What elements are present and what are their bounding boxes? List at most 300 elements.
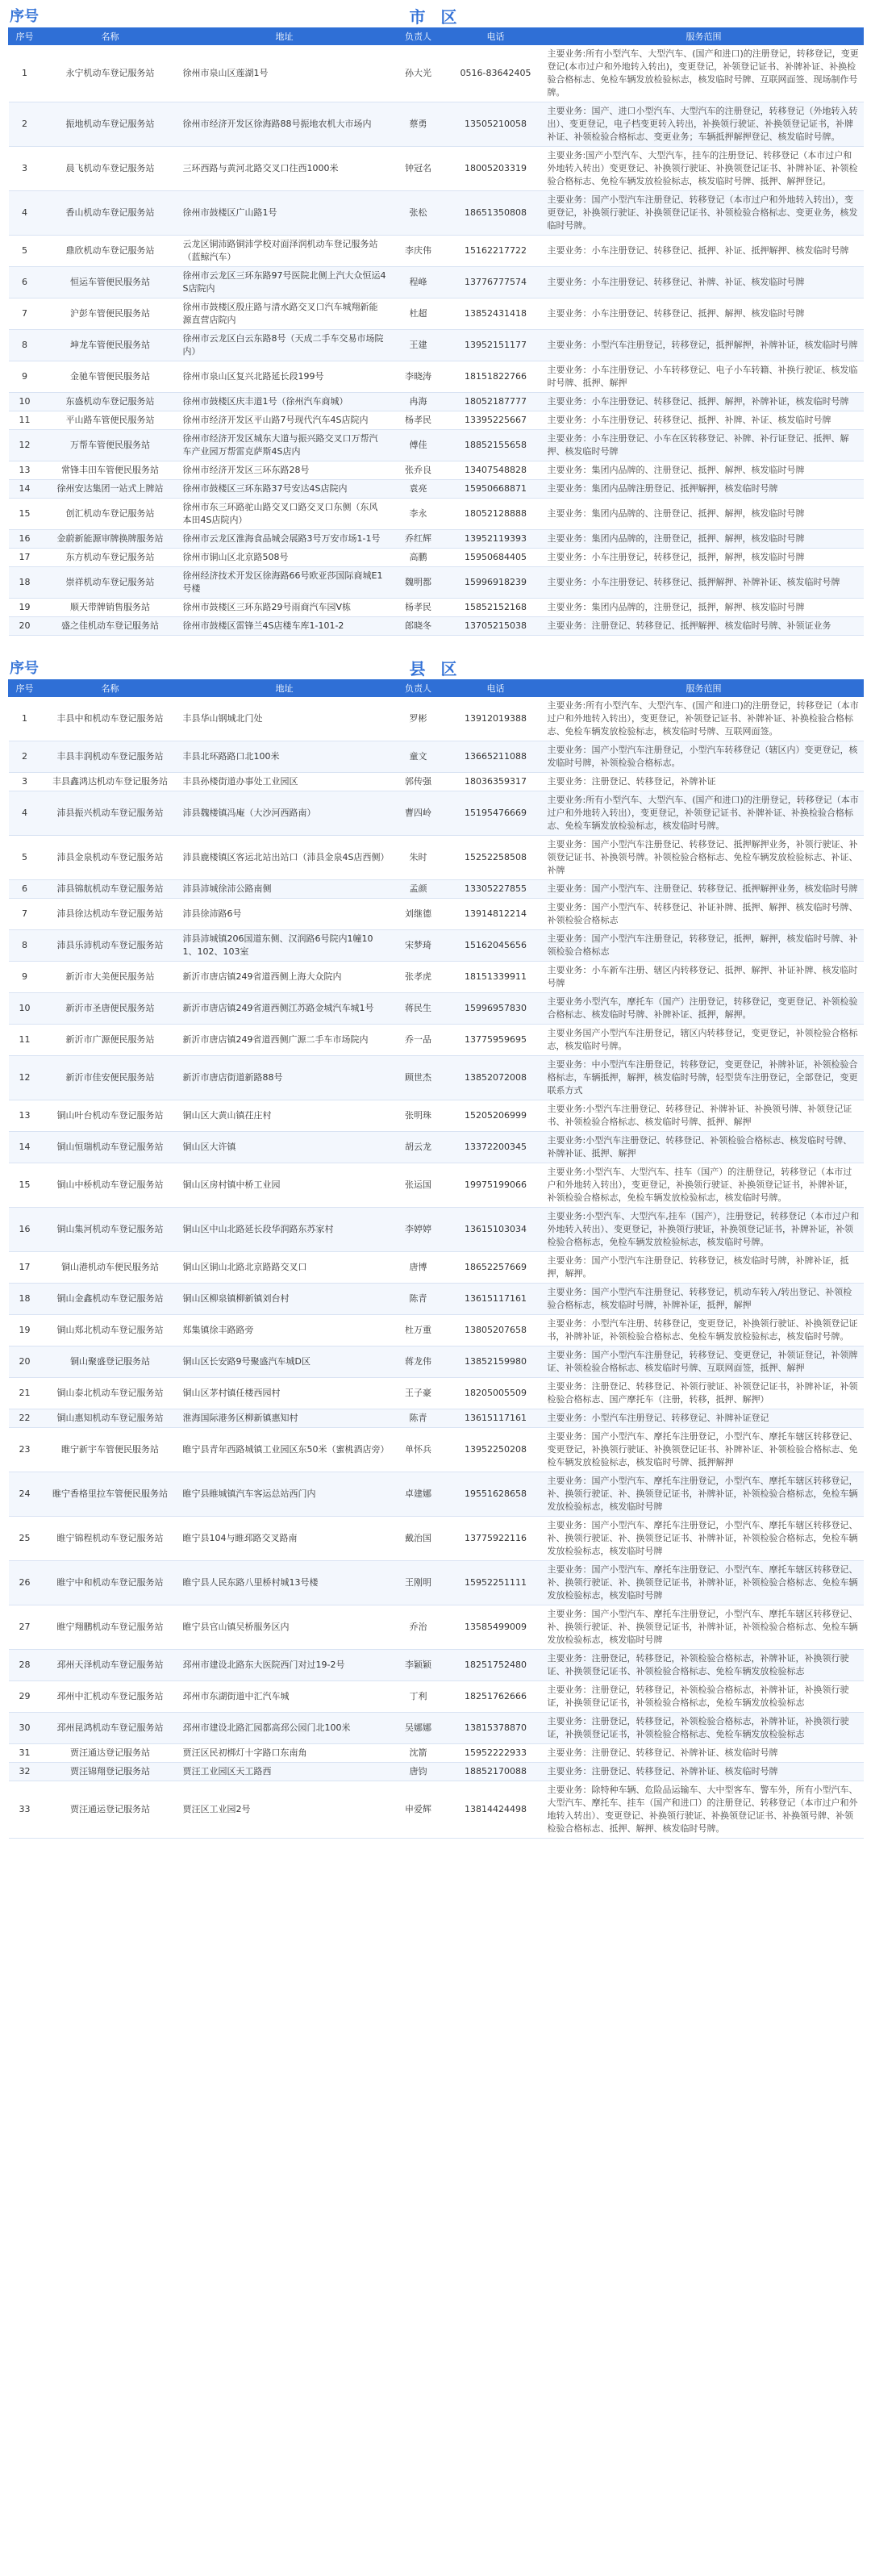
cell-person: 魏明都: [390, 567, 448, 599]
cell-person: 袁亮: [390, 480, 448, 499]
cell-phone: 13705215038: [448, 617, 544, 636]
cell-name: 沪彭车管便民服务站: [41, 299, 180, 330]
cell-seq: 5: [9, 836, 41, 880]
cell-address: 徐州市鼓楼区庆丰道1号（徐州汽车商城）: [180, 393, 390, 411]
cell-address: 丰县华山钢城北门处: [180, 697, 390, 741]
header-address: 地址: [180, 680, 390, 697]
cell-address: 丰县北环路路口北100米: [180, 741, 390, 773]
cell-phone: 13305227855: [448, 880, 544, 899]
cell-address: 徐州市鼓楼区广山路1号: [180, 191, 390, 236]
cell-phone: 15996918239: [448, 567, 544, 599]
cell-seq: 4: [9, 191, 41, 236]
cell-scope: 主要业务：小型汽车注册、转移登记，变更登记，补换领行驶证、补换领登记证书，补牌补证，补领检验合格标志、免检车辆发放检验标志，核发临时号牌。: [544, 1315, 864, 1346]
county-section: [8, 658, 863, 1839]
cell-name: 沛县金泉机动车登记服务站: [41, 836, 180, 880]
cell-person: 郎晓冬: [390, 617, 448, 636]
cell-person: 傅佳: [390, 430, 448, 461]
cell-phone: 13776777574: [448, 267, 544, 299]
cell-seq: 27: [9, 1605, 41, 1650]
cell-scope: 主要业务:所有小型汽车、大型汽车、(国产和进口)的注册登记，转移登记，变更登记(本市过户和外地转入转出)，变更登记，补领登记证书、补牌补证、补换检验合格标志、免检车辆发放检验标志，核发临时号牌、互联网面签、现场制作号牌。: [544, 45, 864, 102]
cell-person: 张明珠: [390, 1100, 448, 1132]
cell-person: 李永: [390, 499, 448, 530]
cell-name: 邳州中汇机动车登记服务站: [41, 1681, 180, 1713]
cell-address: 睢宁县人民东路八里桥村城13号楼: [180, 1561, 390, 1605]
cell-address: 云龙区铜沛路铜沛学校对面泽润机动车登记服务站（蓝鲸汽车）: [180, 236, 390, 267]
cell-name: 睢宁翔鹏机动车登记服务站: [41, 1605, 180, 1650]
cell-phone: 15195476669: [448, 791, 544, 836]
cell-scope: 主要业务：小车注册登记、转移登记、补牌、补证、核发临时号牌: [544, 267, 864, 299]
cell-name: 铜山叶台机动车登记服务站: [41, 1100, 180, 1132]
table-row: [9, 1605, 864, 1650]
cell-address: 徐州市经济开发区平山路7号现代汽车4S店院内: [180, 411, 390, 430]
cell-seq: 15: [9, 1163, 41, 1208]
cell-phone: 15162217722: [448, 236, 544, 267]
header-seq: 序号: [9, 680, 41, 697]
cell-seq: 12: [9, 1056, 41, 1100]
table-row: [9, 791, 864, 836]
cell-scope: 主要业务：国产小型汽车注册登记，转移登记，抵押，解押，核发临时号牌、补领检验合格标志: [544, 930, 864, 962]
cell-address: 郑集镇徐丰路路旁: [180, 1315, 390, 1346]
cell-person: 胡云龙: [390, 1132, 448, 1163]
cell-address: 邳州市建设北路汇园都高邳公园门北100米: [180, 1713, 390, 1744]
cell-person: 蒋龙伟: [390, 1346, 448, 1378]
city-section-title-bar: [8, 6, 863, 27]
table-row: [9, 191, 864, 236]
cell-phone: 13852431418: [448, 299, 544, 330]
county-section-title: 县 区: [409, 659, 462, 678]
cell-seq: 1: [9, 697, 41, 741]
city-section: [8, 6, 863, 636]
cell-seq: 28: [9, 1650, 41, 1681]
cell-scope: 主要业务：集团内品牌的、注册登记、抵押、解押、核发临时号牌: [544, 461, 864, 480]
table-row: [9, 1650, 864, 1681]
cell-seq: 13: [9, 461, 41, 480]
table-row: [9, 617, 864, 636]
cell-name: 新沂市圣唐便民服务站: [41, 993, 180, 1025]
cell-address: 沛县沛城徐沛公路南侧: [180, 880, 390, 899]
cell-scope: 主要业务：国产小型汽车、摩托车注册登记，小型汽车、摩托车辖区转移登记、变更登记，补换领行驶证、补换领登记证书、补牌补证、补领检验合格标志、免检车辆发放检验标志，核发临时号牌、抵押解押: [544, 1428, 864, 1472]
cell-seq: 7: [9, 899, 41, 930]
cell-seq: 7: [9, 299, 41, 330]
cell-scope: 主要业务：注册登记，转移登记，补领检验合格标志，补牌补证，补换领行驶证，补换领登记证书，补领检验合格标志，免检车辆发放检验标志: [544, 1681, 864, 1713]
cell-phone: 13814424498: [448, 1781, 544, 1839]
cell-address: 徐州市铜山区北京路508号: [180, 549, 390, 567]
cell-name: 沛县乐沛机动车登记服务站: [41, 930, 180, 962]
cell-address: 铜山区大黄山镇茌庄村: [180, 1100, 390, 1132]
cell-phone: 18005203319: [448, 147, 544, 191]
header-scope: 服务范围: [544, 680, 864, 697]
cell-scope: 主要业务：国产小型汽车注册登记，转移登记、变更登记，补领证登记，补领牌证、补领检验合格标志、核发临时号牌、互联网面签，抵押、解押: [544, 1346, 864, 1378]
cell-seq: 10: [9, 393, 41, 411]
cell-phone: 15852152168: [448, 599, 544, 617]
cell-phone: 13815378870: [448, 1713, 544, 1744]
table-row: [9, 267, 864, 299]
cell-phone: 13775922116: [448, 1517, 544, 1561]
cell-person: 刘继德: [390, 899, 448, 930]
cell-scope: 主要业务：国产小型汽车、摩托车注册登记，小型汽车、摩托车辖区转移登记，补、换领行驶证、补、换领登记证书，补牌补证，补领检验合格标志，免检车辆发放检验标志，核发临时号牌: [544, 1472, 864, 1517]
cell-seq: 14: [9, 1132, 41, 1163]
cell-scope: 主要业务：国产小型汽车、转移登记、补证补牌、抵押、解押、核发临时号牌、补领检验合格标志: [544, 899, 864, 930]
table-row: [9, 236, 864, 267]
cell-person: 卓建娜: [390, 1472, 448, 1517]
cell-seq: 21: [9, 1378, 41, 1409]
cell-name: 铜山泰北机动车登记服务站: [41, 1378, 180, 1409]
cell-name: 铜山惠知机动车登记服务站: [41, 1409, 180, 1428]
cell-seq: 1: [9, 45, 41, 102]
cell-person: 杨孝民: [390, 599, 448, 617]
cell-person: 钟冠名: [390, 147, 448, 191]
cell-phone: 15950668871: [448, 480, 544, 499]
cell-address: 徐州市云龙区白云东路8号（天成二手车交易市场院内）: [180, 330, 390, 361]
cell-person: 陈青: [390, 1284, 448, 1315]
cell-phone: 13952250208: [448, 1428, 544, 1472]
cell-scope: 主要业务:小型汽车、大型汽车、挂车（国产）的注册登记，转移登记（本市过户和外地转入转出），变更登记，补换领行驶证、补换领登记证书，补牌补证，补领检验合格标志，免检车辆发放检验标志，核发临时号牌。: [544, 1163, 864, 1208]
cell-scope: 主要业务：国产小型汽车注册登记、转移登记（本市过户和外地转入转出），变更登记，补换领行驶证、补换领登记证书、补领检验合格标志、变更业务，核发临时号牌。: [544, 191, 864, 236]
cell-phone: 15952251111: [448, 1561, 544, 1605]
cell-person: 张乔良: [390, 461, 448, 480]
cell-seq: 15: [9, 499, 41, 530]
table-header-row: [9, 28, 864, 45]
cell-person: 杨孝民: [390, 411, 448, 430]
cell-scope: 主要业务：注册登记、转移登记、补牌补证、核发临时号牌: [544, 1763, 864, 1781]
cell-address: 睢宁县104与睢邳路交叉路南: [180, 1517, 390, 1561]
cell-phone: 13952119393: [448, 530, 544, 549]
cell-address: 铜山区柳泉镇柳新镇刘台村: [180, 1284, 390, 1315]
cell-phone: 15162045656: [448, 930, 544, 962]
table-row: [9, 330, 864, 361]
cell-person: 王建: [390, 330, 448, 361]
cell-person: 丁利: [390, 1681, 448, 1713]
cell-scope: 主要业务：注册登记、转移登记，补牌补证: [544, 773, 864, 791]
header-phone: 电话: [448, 680, 544, 697]
cell-scope: 主要业务：国产小型汽车、摩托车注册登记、小型汽车、摩托车辖区转移登记、补、换领行驶证、补、换领登记证书，补牌补证，补领检验合格标志、免检车辆发放检验标志，核发临时号牌: [544, 1561, 864, 1605]
cell-name: 东方机动车登记服务站: [41, 549, 180, 567]
cell-seq: 11: [9, 1025, 41, 1056]
table-row: [9, 1763, 864, 1781]
cell-phone: 18151339911: [448, 962, 544, 993]
cell-name: 丰县中和机动车登记服务站: [41, 697, 180, 741]
cell-scope: 主要业务:小型汽车注册登记、转移登记、补牌补证、补换领号牌、补领登记证书、补领检验合格标志、核发临时号牌、抵押、解押: [544, 1100, 864, 1132]
cell-seq: 30: [9, 1713, 41, 1744]
table-row: [9, 461, 864, 480]
cell-address: 邳州市建设北路东大医院西门对过19-2号: [180, 1650, 390, 1681]
cell-address: 徐州市经济开发区城东大道与振兴路交叉口万帮汽车产业园万帮雷克萨斯4S店内: [180, 430, 390, 461]
table-row: [9, 45, 864, 102]
header-person: 负责人: [390, 28, 448, 45]
cell-phone: 13952151177: [448, 330, 544, 361]
cell-person: 张松: [390, 191, 448, 236]
section-seq-label: 序号: [10, 660, 39, 677]
cell-address: 贾汪工业园区天工路西: [180, 1763, 390, 1781]
cell-scope: 主要业务小型汽车，摩托车（国产）注册登记，转移登记，变更登记、补领检验合格标志、核发临时号牌、补牌补证、抵押，解押。: [544, 993, 864, 1025]
cell-scope: 主要业务国产小型汽车注册登记，辖区内转移登记，变更登记，补领检验合格标志，核发临时号牌。: [544, 1025, 864, 1056]
cell-seq: 19: [9, 1315, 41, 1346]
cell-phone: 19551628658: [448, 1472, 544, 1517]
cell-person: 乔一品: [390, 1025, 448, 1056]
cell-name: 贾汪通达登记服务站: [41, 1744, 180, 1763]
cell-address: 徐州市云龙区淮海食品城会展路3号万安市场1-1号: [180, 530, 390, 549]
cell-name: 邳州昆鸿机动车登记服务站: [41, 1713, 180, 1744]
cell-scope: 主要业务:所有小型汽车、大型汽车、(国产和进口)的注册登记，转移登记（本市过户和外地转入转出），变更登记，补领登记证书、补牌补证、补换检验合格标志、免检车辆发放检验标志，核发临时号牌。: [544, 791, 864, 836]
cell-person: 顾世杰: [390, 1056, 448, 1100]
cell-name: 崇祥机动车登记服务站: [41, 567, 180, 599]
cell-seq: 19: [9, 599, 41, 617]
cell-address: 铜山区房村镇中桥工业园: [180, 1163, 390, 1208]
cell-scope: 主要业务：国产小型汽车、摩托车注册登记，小型汽车、摩托车辖区转移登记、补、换领行驶证、补、换领登记证书，补牌补证，补领检验合格标志、免检车辆发放检验标志，核发临时号牌: [544, 1605, 864, 1650]
cell-seq: 23: [9, 1428, 41, 1472]
table-row: [9, 1781, 864, 1839]
cell-person: 李庆伟: [390, 236, 448, 267]
cell-person: 王刚明: [390, 1561, 448, 1605]
cell-address: 新沂市唐店街道新路88号: [180, 1056, 390, 1100]
cell-scope: 主要业务：小车注册登记，转移登记，抵押，解押，核发临时号牌: [544, 549, 864, 567]
table-row: [9, 1472, 864, 1517]
cell-seq: 18: [9, 1284, 41, 1315]
cell-name: 贾汪锦翔登记服务站: [41, 1763, 180, 1781]
cell-address: 新沂市唐店镇249省道西侧上海大众院内: [180, 962, 390, 993]
cell-scope: 主要业务：注册登记，转移登记，补领检验合格标志，补牌补证，补换领行驶证、补换领登记证书、补领检验合格标志、免检车辆发放检验标志: [544, 1650, 864, 1681]
table-row: [9, 962, 864, 993]
cell-scope: 主要业务：中小型汽车注册登记，转移登记，变更登记，补牌补证，补领检验合格标志，车辆抵押，解押，核发临时号牌，轻型货车注册登记，全部登记，变更联系方式: [544, 1056, 864, 1100]
cell-person: 蔡勇: [390, 102, 448, 147]
table-row: [9, 102, 864, 147]
cell-phone: 18205005509: [448, 1378, 544, 1409]
cell-seq: 16: [9, 1208, 41, 1252]
table-row: [9, 741, 864, 773]
cell-phone: 15952222933: [448, 1744, 544, 1763]
cell-name: 晨飞机动车登记服务站: [41, 147, 180, 191]
cell-scope: 主要业务：国产小型汽车、注册登记、转移登记、抵押解押业务，核发临时号牌: [544, 880, 864, 899]
cell-person: 童文: [390, 741, 448, 773]
cell-seq: 2: [9, 102, 41, 147]
cell-address: 新沂市唐店镇249省道西侧江苏路金城汽车城1号: [180, 993, 390, 1025]
cell-seq: 17: [9, 549, 41, 567]
cell-name: 铜山集河机动车登记服务站: [41, 1208, 180, 1252]
table-row: [9, 1713, 864, 1744]
cell-scope: 主要业务：国产小型汽车注册登记、转移登记，核发临时号牌，补牌补证，抵押，解押。: [544, 1252, 864, 1284]
cell-address: 丰县孙楼街道办事处工业园区: [180, 773, 390, 791]
cell-person: 王子豪: [390, 1378, 448, 1409]
cell-seq: 17: [9, 1252, 41, 1284]
cell-address: 徐州市经济开发区徐海路88号振地农机大市场内: [180, 102, 390, 147]
cell-scope: 主要业务:小型汽车、大型汽车,挂车（国产），注册登记，转移登记（本市过户和外地转入转出）、变更登记，补换领行驶证，补换领登记证书，补牌补证，补领检验合格标志，免检车辆发放检验标志，核发临时号牌。: [544, 1208, 864, 1252]
table-row: [9, 993, 864, 1025]
cell-scope: 主要业务：小车注册登记、转移登记、抵押、解押，补牌补证，核发临时号牌: [544, 393, 864, 411]
cell-address: 铜山区大许镇: [180, 1132, 390, 1163]
cell-phone: 13505210058: [448, 102, 544, 147]
header-scope: 服务范围: [544, 28, 864, 45]
table-row: [9, 499, 864, 530]
cell-person: 李婷婷: [390, 1208, 448, 1252]
table-row: [9, 1744, 864, 1763]
cell-phone: 15950684405: [448, 549, 544, 567]
cell-name: 沛县锦航机动车登记服务站: [41, 880, 180, 899]
cell-seq: 9: [9, 361, 41, 393]
cell-address: 邳州市东湖街道中汇汽车城: [180, 1681, 390, 1713]
cell-seq: 29: [9, 1681, 41, 1713]
cell-seq: 5: [9, 236, 41, 267]
cell-person: 李晓涛: [390, 361, 448, 393]
cell-person: 冉海: [390, 393, 448, 411]
header-seq: 序号: [9, 28, 41, 45]
cell-name: 铜山郑北机动车登记服务站: [41, 1315, 180, 1346]
cell-person: 李颖颖: [390, 1650, 448, 1681]
cell-address: 睢宁县官山镇吴桥服务区内: [180, 1605, 390, 1650]
cell-seq: 25: [9, 1517, 41, 1561]
cell-address: 沛县徐沛路6号: [180, 899, 390, 930]
cell-person: 单怀兵: [390, 1428, 448, 1472]
cell-name: 香山机动车登记服务站: [41, 191, 180, 236]
cell-person: 孟颜: [390, 880, 448, 899]
cell-person: 唐钧: [390, 1763, 448, 1781]
cell-name: 睢宁中和机动车登记服务站: [41, 1561, 180, 1605]
cell-name: 金驰车管便民服务站: [41, 361, 180, 393]
cell-phone: 13407548828: [448, 461, 544, 480]
cell-address: 徐州市泉山区莲湖1号: [180, 45, 390, 102]
cell-person: 唐博: [390, 1252, 448, 1284]
cell-name: 铜山聚盛登记服务站: [41, 1346, 180, 1378]
table-row: [9, 430, 864, 461]
cell-seq: 3: [9, 773, 41, 791]
cell-name: 铜山金鑫机动车登记服务站: [41, 1284, 180, 1315]
cell-scope: 主要业务：小车注册登记、转移登记、抵押解押、补牌补证、核发临时号牌: [544, 567, 864, 599]
cell-person: 张运国: [390, 1163, 448, 1208]
cell-name: 坤龙车管便民服务站: [41, 330, 180, 361]
cell-phone: 18852155658: [448, 430, 544, 461]
table-row: [9, 1252, 864, 1284]
cell-scope: 主要业务:所有小型汽车、大型汽车、(国产和进口)的注册登记，转移登记（本市过户和外地转入转出），变更登记，补领登记证书、补牌补证、补换检验合格标志、免检车辆发放检验标志，核发临时号牌、互联网面签。: [544, 697, 864, 741]
table-row: [9, 1284, 864, 1315]
cell-seq: 13: [9, 1100, 41, 1132]
cell-phone: 18052187777: [448, 393, 544, 411]
header-name: 名称: [41, 680, 180, 697]
cell-seq: 33: [9, 1781, 41, 1839]
table-row: [9, 1561, 864, 1605]
table-row: [9, 147, 864, 191]
cell-name: 永宁机动车登记服务站: [41, 45, 180, 102]
cell-scope: 主要业务：国产、进口小型汽车、大型汽车的注册登记，转移登记（外地转入转出）、变更登记，电子档变更转入转出，补换领行驶证、补换领登记证书，补牌补证、补领检验合格标志、变更业务；车辆抵押解押登记、核发临时号牌。: [544, 102, 864, 147]
cell-seq: 4: [9, 791, 41, 836]
cell-seq: 12: [9, 430, 41, 461]
table-row: [9, 1346, 864, 1378]
cell-address: 铜山区中山北路延长段华润路东苏家村: [180, 1208, 390, 1252]
cell-name: 丰县鑫鸿达机动车登记服务站: [41, 773, 180, 791]
cell-address: 徐州市鼓楼区三环东路29号雨商汽车园V栋: [180, 599, 390, 617]
cell-address: 沛县沛城镇206国道东侧、汉润路6号院内1幢101、102、103室: [180, 930, 390, 962]
cell-name: 沛县振兴机动车登记服务站: [41, 791, 180, 836]
cell-phone: 13615117161: [448, 1409, 544, 1428]
cell-person: 沈箭: [390, 1744, 448, 1763]
cell-phone: 15205206999: [448, 1100, 544, 1132]
cell-seq: 26: [9, 1561, 41, 1605]
cell-address: 铜山区铜山北路北京路路交叉口: [180, 1252, 390, 1284]
cell-scope: 主要业务：注册登记、转移登记、补牌补证、核发临时号牌: [544, 1744, 864, 1763]
table-row: [9, 393, 864, 411]
cell-phone: 18251752480: [448, 1650, 544, 1681]
cell-address: 徐州市鼓楼区殷庄路与清水路交叉口汽车城翔新能源直营店院内: [180, 299, 390, 330]
cell-person: 杜超: [390, 299, 448, 330]
cell-seq: 6: [9, 267, 41, 299]
cell-scope: 主要业务：小车注册登记、小车在区转移登记、补牌、补行证登记、抵押、解押、核发临时号牌: [544, 430, 864, 461]
cell-name: 沛县徐达机动车登记服务站: [41, 899, 180, 930]
cell-name: 创汇机动车登记服务站: [41, 499, 180, 530]
cell-seq: 2: [9, 741, 41, 773]
cell-address: 徐州市云龙区三环东路97号医院北侧上汽大众恒运4S店院内: [180, 267, 390, 299]
cell-address: 睢宁县睢城镇汽车客运总站西门内: [180, 1472, 390, 1517]
cell-person: 孙大光: [390, 45, 448, 102]
cell-address: 淮海国际港务区柳新镇惠知村: [180, 1409, 390, 1428]
cell-person: 乔红辉: [390, 530, 448, 549]
cell-name: 万帮车管便民服务站: [41, 430, 180, 461]
table-row: [9, 299, 864, 330]
cell-scope: 主要业务：集团内品牌注册登记、抵押解押，核发临时号牌: [544, 480, 864, 499]
table-row: [9, 1208, 864, 1252]
cell-scope: 主要业务：小车新车注册、辖区内转移登记、抵押、解押、补证补牌、核发临时号牌: [544, 962, 864, 993]
cell-scope: 主要业务：小车注册登记、小车转移登记、电子小车转籍、补换行驶证、核发临时号牌、抵押、解押: [544, 361, 864, 393]
cell-name: 盛之佳机动车登记服务站: [41, 617, 180, 636]
cell-phone: 18052128888: [448, 499, 544, 530]
cell-phone: 13805207658: [448, 1315, 544, 1346]
cell-seq: 22: [9, 1409, 41, 1428]
cell-name: 恒运车管便民服务站: [41, 267, 180, 299]
cell-phone: 13665211088: [448, 741, 544, 773]
cell-address: 徐州市鼓楼区三环东路37号安达4S店院内: [180, 480, 390, 499]
cell-phone: 19975199066: [448, 1163, 544, 1208]
cell-name: 铜山中桥机动车登记服务站: [41, 1163, 180, 1208]
table-row: [9, 361, 864, 393]
cell-person: 朱时: [390, 836, 448, 880]
table-row: [9, 1378, 864, 1409]
cell-scope: 主要业务：小车注册登记、转移登记、抵押、补证、抵押解押、核发临时号牌: [544, 236, 864, 267]
table-row: [9, 567, 864, 599]
table-row: [9, 480, 864, 499]
cell-name: 新沂市大美便民服务站: [41, 962, 180, 993]
cell-address: 贾汪区民初梆灯十字路口东南角: [180, 1744, 390, 1763]
table-row: [9, 549, 864, 567]
cell-scope: 主要业务：集团内品牌的，注册登记，抵押、解押，核发临时号牌: [544, 530, 864, 549]
cell-name: 睢宁新宇车管便民服务站: [41, 1428, 180, 1472]
cell-phone: 13395225667: [448, 411, 544, 430]
table-row: [9, 1315, 864, 1346]
cell-seq: 18: [9, 567, 41, 599]
county-table: [8, 679, 864, 1839]
cell-person: 罗彬: [390, 697, 448, 741]
cell-seq: 8: [9, 930, 41, 962]
county-section-title-bar: [8, 658, 863, 679]
cell-phone: 15996957830: [448, 993, 544, 1025]
county-table-body: [9, 697, 864, 1839]
cell-address: 徐州市经济开发区三环东路28号: [180, 461, 390, 480]
cell-name: 徐州安达集团一站式上牌站: [41, 480, 180, 499]
cell-phone: 18852170088: [448, 1763, 544, 1781]
table-row: [9, 1100, 864, 1132]
cell-name: 铜山港机动车便民服务站: [41, 1252, 180, 1284]
cell-scope: 主要业务:小型汽车注册登记、转移登记、补领检验合格标志、核发临时号牌、补牌补证、抵押、解押: [544, 1132, 864, 1163]
cell-seq: 6: [9, 880, 41, 899]
table-row: [9, 697, 864, 741]
cell-address: 贾汪区工业园2号: [180, 1781, 390, 1839]
table-row: [9, 930, 864, 962]
cell-name: 新沂市广源便民服务站: [41, 1025, 180, 1056]
cell-scope: 主要业务：小车注册登记、转移登记、抵押、补牌、补证、核发临时号牌: [544, 411, 864, 430]
table-row: [9, 1132, 864, 1163]
cell-address: 徐州经济技术开发区徐海路66号欧亚莎国际商城E1号楼: [180, 567, 390, 599]
header-phone: 电话: [448, 28, 544, 45]
cell-seq: 8: [9, 330, 41, 361]
cell-phone: 18036359317: [448, 773, 544, 791]
cell-person: 杜万重: [390, 1315, 448, 1346]
cell-address: 铜山区茅村镇任楼西园村: [180, 1378, 390, 1409]
